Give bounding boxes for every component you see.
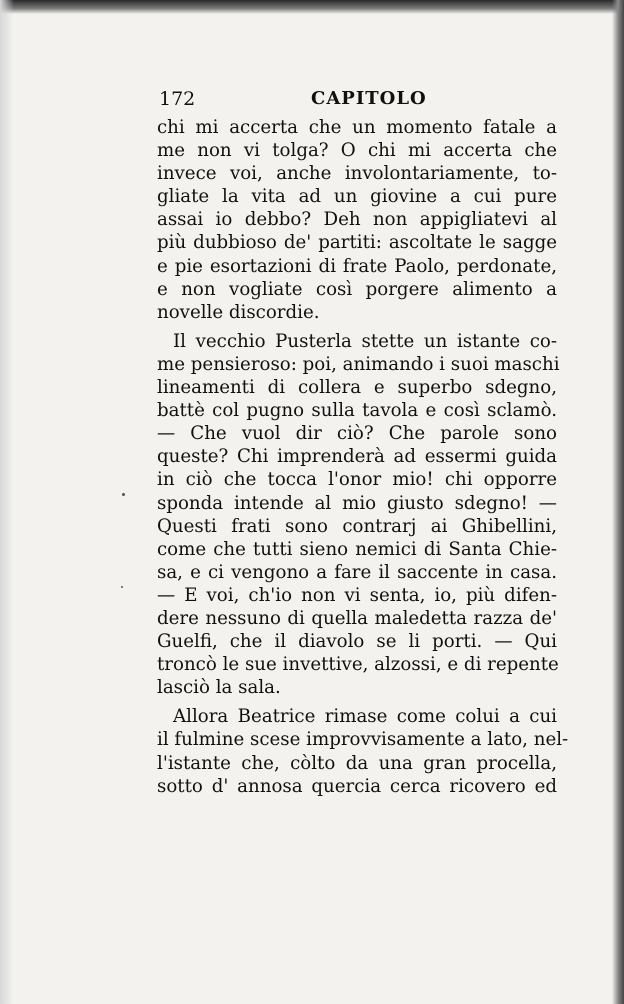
text-line: sotto d' annosa quercia cerca ricovero ed <box>157 775 557 797</box>
text-line: troncò le sue invettive, alzossi, e di repente <box>157 654 559 676</box>
paper-speck <box>122 493 125 496</box>
text-line: come che tutti sieno nemici di Santa Chie- <box>157 538 557 560</box>
text-line: me non vi tolga? O chi mi accerta che <box>157 140 557 162</box>
page-number: 172 <box>159 88 196 110</box>
text-line: — Che vuol dir ciò? Che parole sono <box>157 423 557 445</box>
text-line: sponda intende al mio giusto sdegno! — <box>157 492 557 514</box>
body-text <box>157 116 569 798</box>
page-top-shadow <box>0 0 624 14</box>
text-line: l'istante che, còlto da una gran procella, <box>157 752 557 774</box>
running-title: CAPITOLO <box>311 88 427 109</box>
text-line: gliate la vita ad un giovine a cui pure <box>157 186 557 208</box>
text-line: dere nessuno di quella maledetta razza de' <box>157 607 557 629</box>
text-line: novelle discordie. <box>157 301 320 323</box>
text-line: — E voi, ch'io non vi senta, io, più difen- <box>157 584 557 606</box>
text-line: e non vogliate così porgere alimento a <box>157 278 557 300</box>
text-line: sa, e ci vengono a fare il saccente in casa. <box>157 561 557 583</box>
text-line: lasciò la sala. <box>157 677 281 699</box>
page-header <box>159 88 559 118</box>
text-line: me pensieroso: poi, animando i suoi maschi <box>157 353 560 375</box>
text-line: e pie esortazioni di frate Paolo, perdonate, <box>157 255 557 277</box>
text-line: Questi frati sono contrarj ai Ghibellini, <box>157 515 557 537</box>
text-line: battè col pugno sulla tavola e così sclamò. <box>157 400 557 422</box>
text-line: Il vecchio Pusterla stette un istante co- <box>173 330 557 352</box>
text-line: Guelfi, che il diavolo se li porti. — Qui <box>157 631 557 653</box>
paper-speck <box>121 586 123 588</box>
page-right-shadow <box>612 0 624 1004</box>
page-left-shadow <box>0 0 14 1004</box>
text-line: in ciò che tocca l'onor mio! chi opporre <box>157 469 557 491</box>
text-line: Allora Beatrice rimase come colui a cui <box>173 706 557 728</box>
text-line: queste? Chi imprenderà ad essermi guida <box>157 446 557 468</box>
text-line: chi mi accerta che un momento fatale a <box>157 117 557 138</box>
text-line: invece voi, anche involontariamente, to- <box>157 163 557 185</box>
text-line: assai io debbo? Deh non appigliatevi al <box>157 209 557 231</box>
text-line: il fulmine scese improvvisamente a lato, nel- <box>157 729 569 751</box>
text-line: lineamenti di collera e superbo sdegno, <box>157 377 557 399</box>
text-line: più dubbioso de' partiti: ascoltate le sagge <box>157 232 557 254</box>
